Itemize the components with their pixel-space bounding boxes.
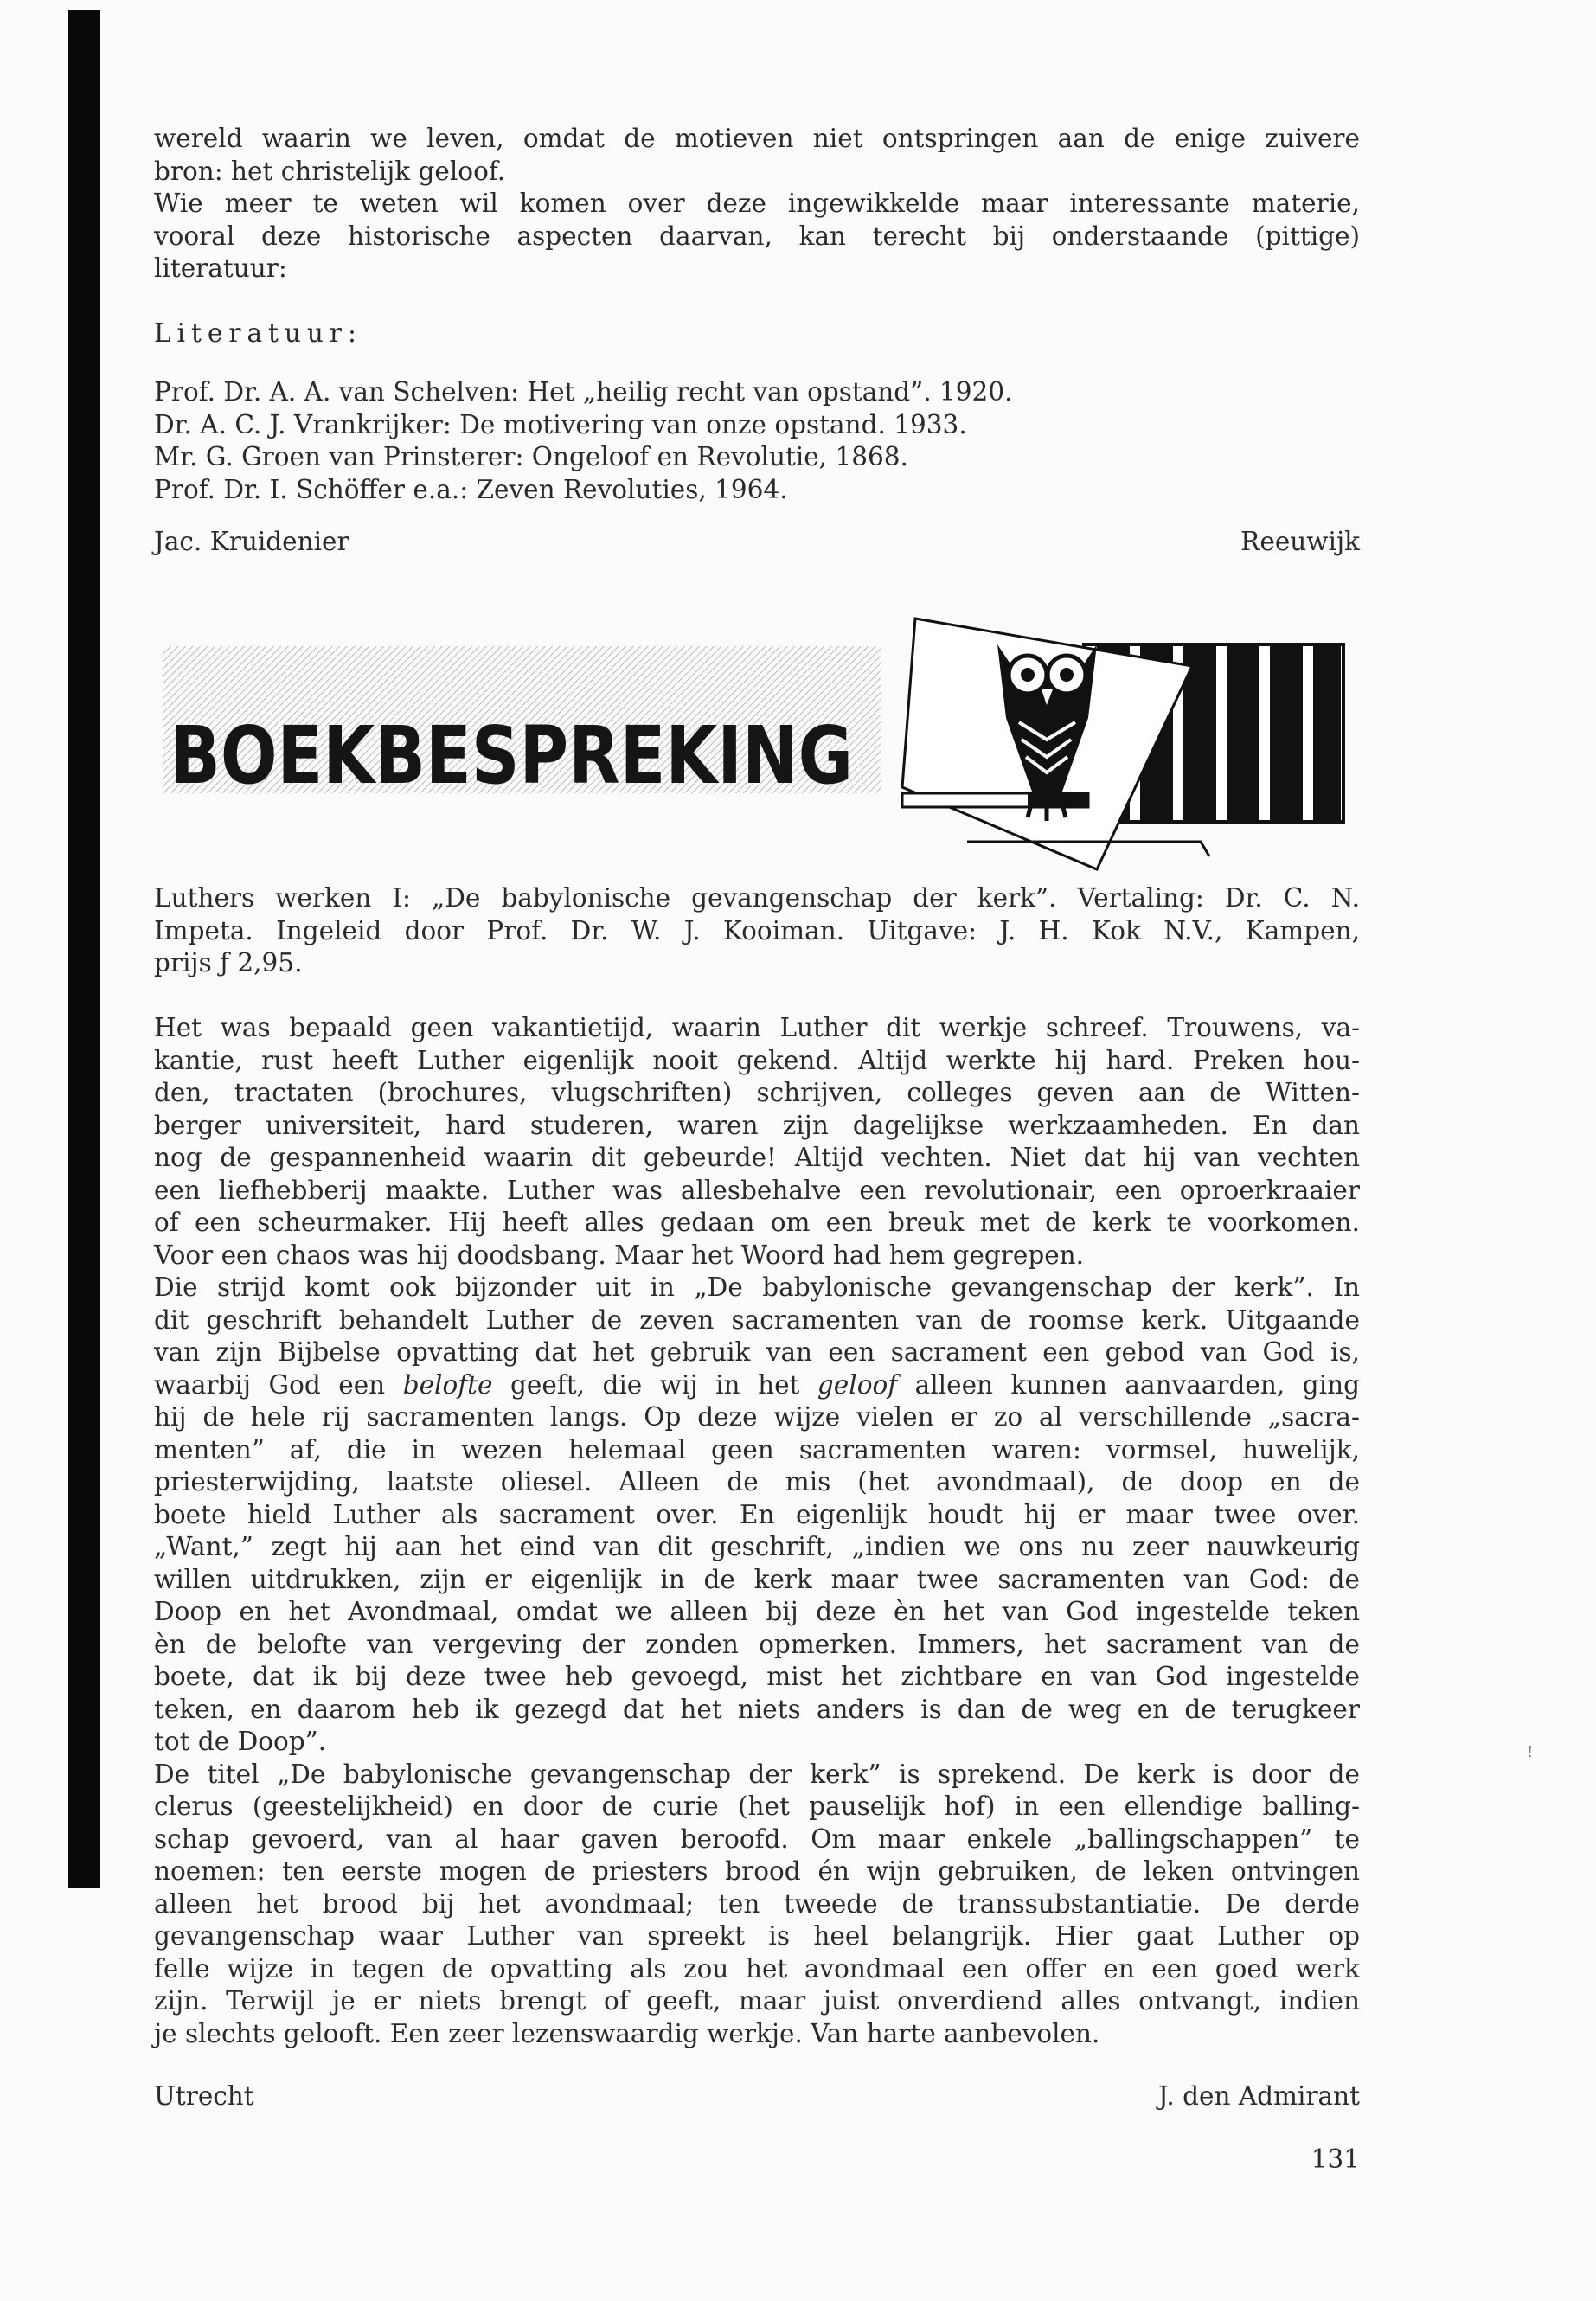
review-line: berger universiteit, hard studeren, waren zijn dagelijkse werkzaamheden. En dan xyxy=(154,1110,1360,1140)
review-line: menten” af, die in wezen helemaal geen sacramenten waren: vormsel, huwelijk, xyxy=(154,1434,1360,1465)
review-line: hij de hele rij sacramenten langs. Op deze wijze vielen er zo al verschillende „sacra- xyxy=(154,1402,1360,1432)
review-line: alleen het brood bij het avondmaal; ten tweede de transsubstantiatie. De derde xyxy=(154,1888,1360,1919)
review-line: dit geschrift behandelt Luther de zeven sacramenten van de roomse kerk. Uitgaande xyxy=(154,1304,1360,1335)
review-line: „Want,” zegt hij aan het eind van dit geschrift, „indien we ons nu zeer nauwkeurig xyxy=(154,1532,1360,1561)
review-line: clerus (geestelijkheid) en door de curie (het pauselijk hof) in een ellendige balling- xyxy=(154,1791,1360,1821)
literature-item: Prof. Dr. A. A. van Schelven: Het „heilig recht van opstand”. 1920. xyxy=(154,377,1013,407)
review-line: felle wijze in tegen de opvatting als zou het avondmaal een offer en een goed werk xyxy=(154,1953,1360,1984)
intro-line: wereld waarin we leven, omdat de motieven niet ontspringen aan de enige zuivere xyxy=(154,124,1360,153)
intro-line: vooral deze historische aspecten daarvan, kan terecht bij onderstaande (pittige) xyxy=(154,221,1360,251)
book-info-line: Impeta. Ingeleid door Prof. Dr. W. J. Kooiman. Uitgave: J. H. Kok N.V., Kampen, xyxy=(154,915,1360,945)
scan-edge-bar xyxy=(68,10,100,1888)
review-line-italic xyxy=(154,1369,1360,1402)
literature-item: Dr. A. C. J. Vrankrijker: De motivering van onze opstand. 1933. xyxy=(154,409,967,439)
review-line: zijn. Terwijl je er niets brengt of geeft, maar juist onverdiend alles ontvangt, indien xyxy=(154,1986,1360,2016)
review-line: Het was bepaald geen vakantietijd, waarin Luther dit werkje schreef. Trouwens, va- xyxy=(154,1013,1360,1042)
review-line: tot de Doop”. xyxy=(154,1727,327,1756)
review-line: boete, dat ik bij deze twee heb gevoegd, mist het zichtbare en van God ingestelde xyxy=(154,1662,1360,1691)
review-line: Voor een chaos was hij doodsbang. Maar het Woord had hem gegrepen. xyxy=(154,1240,1085,1270)
review-line: van zijn Bijbelse opvatting dat het gebruik van een sacrament een gebod van God is, xyxy=(154,1337,1360,1367)
book-info-line: prijs ƒ 2,95. xyxy=(154,948,303,977)
review-line: De titel „De babylonische gevangenschap der kerk” is sprekend. De kerk is door de xyxy=(154,1759,1360,1789)
signature-1 xyxy=(154,527,1360,556)
review-line: priesterwijding, laatste oliesel. Alleen de mis (het avondmaal), de doop en de xyxy=(154,1467,1360,1497)
signature-1-author: Jac. Kruidenier xyxy=(154,527,349,556)
stray-mark: ! xyxy=(1527,1743,1534,1761)
intro-line: Wie meer te weten wil komen over deze ingewikkelde maar interessante materie, xyxy=(154,189,1360,218)
review-line: Doop en het Avondmaal, omdat we alleen bij deze èn het van God ingestelde teken xyxy=(154,1597,1360,1626)
literature-list xyxy=(154,376,1012,506)
review-line: den, tractaten (brochures, vlugschriften) schrijven, colleges geven aan de Witten- xyxy=(154,1078,1360,1107)
review-line: gevangenschap waar Luther van spreekt is heel belangrijk. Hier gaat Luther op xyxy=(154,1921,1360,1951)
review-body xyxy=(154,1012,1360,2050)
review-line: Die strijd komt ook bijzonder uit in „De babylonische gevangenschap der kerk”. In xyxy=(154,1272,1360,1302)
signature-2-place: Utrecht xyxy=(154,2081,254,2111)
review-line: noemen: ten eerste mogen de priesters brood én wijn gebruiken, de leken ontvingen xyxy=(154,1856,1360,1886)
review-line: willen uitdrukken, zijn er eigenlijk in de kerk maar twee sacramenten van God: de xyxy=(154,1564,1360,1594)
signature-2-author: J. den Admirant xyxy=(1157,2081,1360,2111)
intro-paragraph xyxy=(154,123,1360,285)
review-line: teken, en daarom heb ik gezegd dat het niets anders is dan de weg en de terugkeer xyxy=(154,1694,1360,1724)
review-text: geeft, die wij in het xyxy=(492,1369,817,1400)
signature-2 xyxy=(154,2081,1360,2111)
review-line: kantie, rust heeft Luther eigenlijk nooit gekend. Altijd werkte hij hard. Preken hou- xyxy=(154,1045,1360,1075)
owl-perch-grip xyxy=(1028,793,1088,807)
book-info-line: Luthers werken I: „De babylonische gevangenschap der kerk”. Vertaling: Dr. C. N. xyxy=(154,883,1360,913)
literature-item: Mr. G. Groen van Prinsterer: Ongeloof en Revolutie, 1868. xyxy=(154,442,908,471)
review-line: of een scheurmaker. Hij heeft alles gedaan om een breuk met de kerk te voorkomen. xyxy=(154,1208,1360,1237)
intro-line: bron: het christelijk geloof. xyxy=(154,156,506,186)
review-text: waarbij God een xyxy=(154,1369,403,1400)
review-line: een liefhebberij maakte. Luther was allesbehalve een revolutionair, een oproerkraaier xyxy=(154,1175,1360,1205)
page-number: 131 xyxy=(1311,2144,1360,2174)
review-line: èn de belofte van vergeving der zonden opmerken. Immers, het sacrament van de xyxy=(154,1629,1360,1659)
signature-1-place: Reeuwijk xyxy=(1240,527,1360,556)
literature-heading: Literatuur: xyxy=(154,318,362,348)
review-text: alleen kunnen aanvaarden, ging xyxy=(897,1369,1360,1400)
review-line: boete hield Luther als sacrament over. En eigenlijk houdt hij er maar twee over. xyxy=(154,1499,1360,1529)
literature-item: Prof. Dr. I. Schöffer e.a.: Zeven Revoluties, 1964. xyxy=(154,474,788,504)
italic-word: belofte xyxy=(402,1369,493,1400)
review-line: je slechts gelooft. Een zeer lezenswaardig werkje. Van harte aanbevolen. xyxy=(154,2018,1100,2048)
banner-title: BOEKBESPREKING xyxy=(170,709,853,802)
book-info xyxy=(154,882,1360,980)
boekbespreking-banner xyxy=(163,610,1356,878)
review-line: schap gevoerd, van al haar gaven beroofd. Om maar enkele „ballingschappen” te xyxy=(154,1823,1360,1854)
italic-word: geloof xyxy=(817,1369,898,1400)
intro-line: literatuur: xyxy=(154,253,287,283)
review-line: nog de gespannenheid waarin dit gebeurde! Altijd vechten. Niet dat hij van vechten xyxy=(154,1143,1360,1172)
